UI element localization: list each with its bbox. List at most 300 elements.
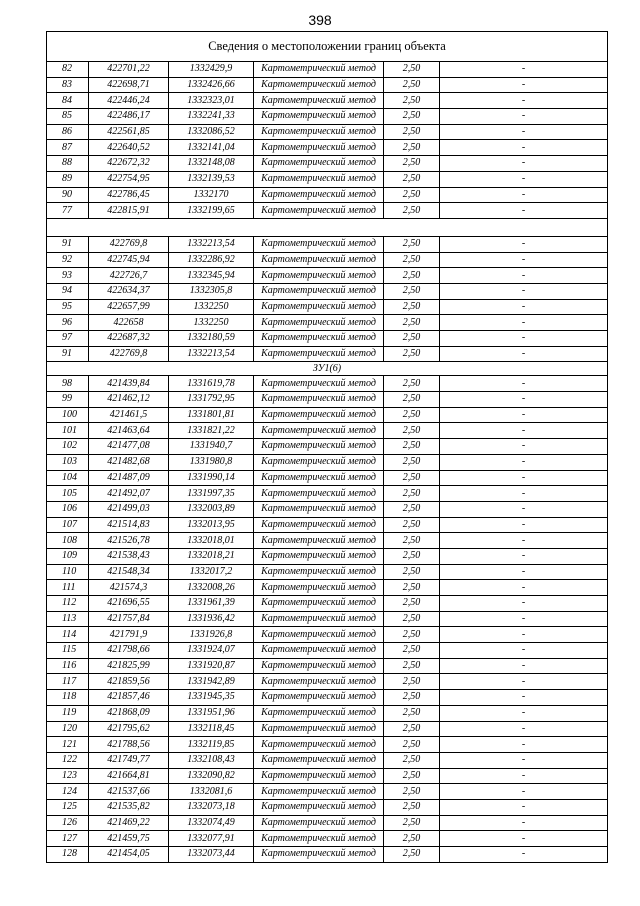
method-cell: Картометрический метод bbox=[254, 376, 384, 392]
x-coordinate-cell: 421487,09 bbox=[89, 470, 169, 486]
x-coordinate-cell: 422698,71 bbox=[89, 77, 169, 93]
x-coordinate-cell: 421463,64 bbox=[89, 423, 169, 439]
point-number-cell: 123 bbox=[47, 768, 89, 784]
y-coordinate-cell: 1332141,04 bbox=[169, 140, 254, 156]
spacer-cell bbox=[47, 218, 608, 236]
method-cell: Картометрический метод bbox=[254, 627, 384, 643]
accuracy-cell: 2,50 bbox=[384, 156, 440, 172]
description-cell: - bbox=[440, 721, 608, 737]
x-coordinate-cell: 422561,85 bbox=[89, 124, 169, 140]
x-coordinate-cell: 422745,94 bbox=[89, 252, 169, 268]
x-coordinate-cell: 421868,09 bbox=[89, 705, 169, 721]
y-coordinate-cell: 1331940,7 bbox=[169, 439, 254, 455]
table-row bbox=[47, 299, 608, 315]
y-coordinate-cell: 1331792,95 bbox=[169, 392, 254, 408]
point-number-cell: 96 bbox=[47, 315, 89, 331]
y-coordinate-cell: 1332323,01 bbox=[169, 93, 254, 109]
accuracy-cell: 2,50 bbox=[384, 252, 440, 268]
y-coordinate-cell: 1332250 bbox=[169, 299, 254, 315]
description-cell: - bbox=[440, 203, 608, 219]
accuracy-cell: 2,50 bbox=[384, 439, 440, 455]
point-number-cell: 99 bbox=[47, 392, 89, 408]
y-coordinate-cell: 1332081,6 bbox=[169, 784, 254, 800]
y-coordinate-cell: 1332213,54 bbox=[169, 236, 254, 252]
method-cell: Картометрический метод bbox=[254, 299, 384, 315]
method-cell: Картометрический метод bbox=[254, 517, 384, 533]
table-row bbox=[47, 93, 608, 109]
point-number-cell: 121 bbox=[47, 737, 89, 753]
table-row bbox=[47, 315, 608, 331]
table-row bbox=[47, 847, 608, 863]
description-cell: - bbox=[440, 171, 608, 187]
point-number-cell: 125 bbox=[47, 799, 89, 815]
table-row bbox=[47, 658, 608, 674]
x-coordinate-cell: 421482,68 bbox=[89, 454, 169, 470]
section-label: ЗУ1(6) bbox=[47, 362, 608, 376]
table-row bbox=[47, 501, 608, 517]
coordinates-table bbox=[46, 31, 608, 863]
description-cell: - bbox=[440, 346, 608, 362]
x-coordinate-cell: 421454,05 bbox=[89, 847, 169, 863]
y-coordinate-cell: 1332108,43 bbox=[169, 752, 254, 768]
method-cell: Картометрический метод bbox=[254, 62, 384, 78]
table-title-row bbox=[47, 32, 608, 62]
x-coordinate-cell: 422486,17 bbox=[89, 109, 169, 125]
y-coordinate-cell: 1332241,33 bbox=[169, 109, 254, 125]
method-cell: Картометрический метод bbox=[254, 315, 384, 331]
y-coordinate-cell: 1332018,21 bbox=[169, 548, 254, 564]
table-row bbox=[47, 346, 608, 362]
y-coordinate-cell: 1332429,9 bbox=[169, 62, 254, 78]
x-coordinate-cell: 422640,52 bbox=[89, 140, 169, 156]
y-coordinate-cell: 1331951,96 bbox=[169, 705, 254, 721]
point-number-cell: 102 bbox=[47, 439, 89, 455]
table-row bbox=[47, 124, 608, 140]
y-coordinate-cell: 1332013,95 bbox=[169, 517, 254, 533]
y-coordinate-cell: 1331924,07 bbox=[169, 643, 254, 659]
y-coordinate-cell: 1332305,8 bbox=[169, 283, 254, 299]
accuracy-cell: 2,50 bbox=[384, 752, 440, 768]
point-number-cell: 84 bbox=[47, 93, 89, 109]
description-cell: - bbox=[440, 517, 608, 533]
x-coordinate-cell: 421462,12 bbox=[89, 392, 169, 408]
table-row bbox=[47, 831, 608, 847]
spacer-row bbox=[47, 218, 608, 236]
table-row bbox=[47, 140, 608, 156]
description-cell: - bbox=[440, 737, 608, 753]
table-row bbox=[47, 580, 608, 596]
description-cell: - bbox=[440, 784, 608, 800]
y-coordinate-cell: 1332008,26 bbox=[169, 580, 254, 596]
description-cell: - bbox=[440, 77, 608, 93]
x-coordinate-cell: 422786,45 bbox=[89, 187, 169, 203]
accuracy-cell: 2,50 bbox=[384, 799, 440, 815]
point-number-cell: 90 bbox=[47, 187, 89, 203]
method-cell: Картометрический метод bbox=[254, 705, 384, 721]
x-coordinate-cell: 421459,75 bbox=[89, 831, 169, 847]
description-cell: - bbox=[440, 674, 608, 690]
x-coordinate-cell: 421795,62 bbox=[89, 721, 169, 737]
method-cell: Картометрический метод bbox=[254, 847, 384, 863]
accuracy-cell: 2,50 bbox=[384, 831, 440, 847]
description-cell: - bbox=[440, 283, 608, 299]
x-coordinate-cell: 422726,7 bbox=[89, 268, 169, 284]
description-cell: - bbox=[440, 62, 608, 78]
y-coordinate-cell: 1332073,44 bbox=[169, 847, 254, 863]
table-row bbox=[47, 611, 608, 627]
point-number-cell: 98 bbox=[47, 376, 89, 392]
method-cell: Картометрический метод bbox=[254, 831, 384, 847]
accuracy-cell: 2,50 bbox=[384, 611, 440, 627]
y-coordinate-cell: 1332139,53 bbox=[169, 171, 254, 187]
method-cell: Картометрический метод bbox=[254, 799, 384, 815]
table-row bbox=[47, 171, 608, 187]
method-cell: Картометрический метод bbox=[254, 721, 384, 737]
method-cell: Картометрический метод bbox=[254, 643, 384, 659]
description-cell: - bbox=[440, 392, 608, 408]
y-coordinate-cell: 1331936,42 bbox=[169, 611, 254, 627]
y-coordinate-cell: 1332213,54 bbox=[169, 346, 254, 362]
point-number-cell: 112 bbox=[47, 596, 89, 612]
point-number-cell: 93 bbox=[47, 268, 89, 284]
y-coordinate-cell: 1331801,81 bbox=[169, 407, 254, 423]
table-row bbox=[47, 454, 608, 470]
description-cell: - bbox=[440, 187, 608, 203]
y-coordinate-cell: 1331997,35 bbox=[169, 486, 254, 502]
description-cell: - bbox=[440, 109, 608, 125]
accuracy-cell: 2,50 bbox=[384, 93, 440, 109]
description-cell: - bbox=[440, 140, 608, 156]
description-cell: - bbox=[440, 93, 608, 109]
method-cell: Картометрический метод bbox=[254, 124, 384, 140]
table-row bbox=[47, 252, 608, 268]
x-coordinate-cell: 421535,82 bbox=[89, 799, 169, 815]
point-number-cell: 103 bbox=[47, 454, 89, 470]
y-coordinate-cell: 1331926,8 bbox=[169, 627, 254, 643]
accuracy-cell: 2,50 bbox=[384, 564, 440, 580]
method-cell: Картометрический метод bbox=[254, 283, 384, 299]
accuracy-cell: 2,50 bbox=[384, 580, 440, 596]
x-coordinate-cell: 421574,3 bbox=[89, 580, 169, 596]
x-coordinate-cell: 421664,81 bbox=[89, 768, 169, 784]
table-row bbox=[47, 799, 608, 815]
description-cell: - bbox=[440, 470, 608, 486]
description-cell: - bbox=[440, 752, 608, 768]
table-row bbox=[47, 109, 608, 125]
point-number-cell: 117 bbox=[47, 674, 89, 690]
table-row bbox=[47, 752, 608, 768]
point-number-cell: 88 bbox=[47, 156, 89, 172]
accuracy-cell: 2,50 bbox=[384, 768, 440, 784]
y-coordinate-cell: 1331945,35 bbox=[169, 690, 254, 706]
y-coordinate-cell: 1332250 bbox=[169, 315, 254, 331]
method-cell: Картометрический метод bbox=[254, 407, 384, 423]
y-coordinate-cell: 1332119,85 bbox=[169, 737, 254, 753]
description-cell: - bbox=[440, 299, 608, 315]
accuracy-cell: 2,50 bbox=[384, 236, 440, 252]
x-coordinate-cell: 421548,34 bbox=[89, 564, 169, 580]
accuracy-cell: 2,50 bbox=[384, 674, 440, 690]
point-number-cell: 87 bbox=[47, 140, 89, 156]
accuracy-cell: 2,50 bbox=[384, 548, 440, 564]
accuracy-cell: 2,50 bbox=[384, 784, 440, 800]
point-number-cell: 124 bbox=[47, 784, 89, 800]
description-cell: - bbox=[440, 643, 608, 659]
y-coordinate-cell: 1331619,78 bbox=[169, 376, 254, 392]
accuracy-cell: 2,50 bbox=[384, 376, 440, 392]
table-row bbox=[47, 77, 608, 93]
x-coordinate-cell: 422769,8 bbox=[89, 236, 169, 252]
point-number-cell: 86 bbox=[47, 124, 89, 140]
x-coordinate-cell: 421538,43 bbox=[89, 548, 169, 564]
x-coordinate-cell: 422672,32 bbox=[89, 156, 169, 172]
accuracy-cell: 2,50 bbox=[384, 454, 440, 470]
accuracy-cell: 2,50 bbox=[384, 705, 440, 721]
description-cell: - bbox=[440, 847, 608, 863]
y-coordinate-cell: 1332003,89 bbox=[169, 501, 254, 517]
accuracy-cell: 2,50 bbox=[384, 643, 440, 659]
point-number-cell: 85 bbox=[47, 109, 89, 125]
x-coordinate-cell: 422769,8 bbox=[89, 346, 169, 362]
x-coordinate-cell: 421791,9 bbox=[89, 627, 169, 643]
description-cell: - bbox=[440, 156, 608, 172]
y-coordinate-cell: 1331980,8 bbox=[169, 454, 254, 470]
y-coordinate-cell: 1332345,94 bbox=[169, 268, 254, 284]
point-number-cell: 91 bbox=[47, 236, 89, 252]
description-cell: - bbox=[440, 580, 608, 596]
point-number-cell: 95 bbox=[47, 299, 89, 315]
description-cell: - bbox=[440, 501, 608, 517]
table-row bbox=[47, 268, 608, 284]
point-number-cell: 114 bbox=[47, 627, 89, 643]
point-number-cell: 94 bbox=[47, 283, 89, 299]
y-coordinate-cell: 1332118,45 bbox=[169, 721, 254, 737]
accuracy-cell: 2,50 bbox=[384, 268, 440, 284]
point-number-cell: 110 bbox=[47, 564, 89, 580]
accuracy-cell: 2,50 bbox=[384, 331, 440, 347]
description-cell: - bbox=[440, 331, 608, 347]
description-cell: - bbox=[440, 315, 608, 331]
description-cell: - bbox=[440, 596, 608, 612]
accuracy-cell: 2,50 bbox=[384, 470, 440, 486]
accuracy-cell: 2,50 bbox=[384, 315, 440, 331]
method-cell: Картометрический метод bbox=[254, 470, 384, 486]
x-coordinate-cell: 421537,66 bbox=[89, 784, 169, 800]
description-cell: - bbox=[440, 548, 608, 564]
y-coordinate-cell: 1331821,22 bbox=[169, 423, 254, 439]
description-cell: - bbox=[440, 533, 608, 549]
table-row bbox=[47, 548, 608, 564]
point-number-cell: 106 bbox=[47, 501, 89, 517]
y-coordinate-cell: 1332018,01 bbox=[169, 533, 254, 549]
point-number-cell: 104 bbox=[47, 470, 89, 486]
accuracy-cell: 2,50 bbox=[384, 77, 440, 93]
method-cell: Картометрический метод bbox=[254, 187, 384, 203]
method-cell: Картометрический метод bbox=[254, 423, 384, 439]
method-cell: Картометрический метод bbox=[254, 658, 384, 674]
method-cell: Картометрический метод bbox=[254, 454, 384, 470]
accuracy-cell: 2,50 bbox=[384, 140, 440, 156]
y-coordinate-cell: 1331942,89 bbox=[169, 674, 254, 690]
x-coordinate-cell: 421757,84 bbox=[89, 611, 169, 627]
x-coordinate-cell: 422687,32 bbox=[89, 331, 169, 347]
point-number-cell: 128 bbox=[47, 847, 89, 863]
method-cell: Картометрический метод bbox=[254, 564, 384, 580]
description-cell: - bbox=[440, 236, 608, 252]
table-row bbox=[47, 486, 608, 502]
y-coordinate-cell: 1332017,2 bbox=[169, 564, 254, 580]
table-row bbox=[47, 627, 608, 643]
table-title: Сведения о местоположении границ объекта bbox=[47, 32, 608, 62]
x-coordinate-cell: 421526,78 bbox=[89, 533, 169, 549]
table-row bbox=[47, 784, 608, 800]
accuracy-cell: 2,50 bbox=[384, 627, 440, 643]
method-cell: Картометрический метод bbox=[254, 486, 384, 502]
x-coordinate-cell: 422657,99 bbox=[89, 299, 169, 315]
y-coordinate-cell: 1332426,66 bbox=[169, 77, 254, 93]
accuracy-cell: 2,50 bbox=[384, 299, 440, 315]
accuracy-cell: 2,50 bbox=[384, 815, 440, 831]
description-cell: - bbox=[440, 831, 608, 847]
page-number: 398 bbox=[308, 12, 332, 28]
method-cell: Картометрический метод bbox=[254, 611, 384, 627]
accuracy-cell: 2,50 bbox=[384, 203, 440, 219]
method-cell: Картометрический метод bbox=[254, 784, 384, 800]
table-row bbox=[47, 596, 608, 612]
method-cell: Картометрический метод bbox=[254, 596, 384, 612]
x-coordinate-cell: 422701,22 bbox=[89, 62, 169, 78]
point-number-cell: 108 bbox=[47, 533, 89, 549]
table-row bbox=[47, 407, 608, 423]
table-row bbox=[47, 517, 608, 533]
method-cell: Картометрический метод bbox=[254, 331, 384, 347]
point-number-cell: 77 bbox=[47, 203, 89, 219]
table-row bbox=[47, 62, 608, 78]
x-coordinate-cell: 422754,95 bbox=[89, 171, 169, 187]
x-coordinate-cell: 421499,03 bbox=[89, 501, 169, 517]
table-row bbox=[47, 564, 608, 580]
table-row bbox=[47, 283, 608, 299]
y-coordinate-cell: 1331961,39 bbox=[169, 596, 254, 612]
x-coordinate-cell: 421825,99 bbox=[89, 658, 169, 674]
accuracy-cell: 2,50 bbox=[384, 423, 440, 439]
point-number-cell: 109 bbox=[47, 548, 89, 564]
method-cell: Картометрический метод bbox=[254, 252, 384, 268]
y-coordinate-cell: 1332077,91 bbox=[169, 831, 254, 847]
accuracy-cell: 2,50 bbox=[384, 486, 440, 502]
x-coordinate-cell: 422658 bbox=[89, 315, 169, 331]
description-cell: - bbox=[440, 564, 608, 580]
description-cell: - bbox=[440, 705, 608, 721]
method-cell: Картометрический метод bbox=[254, 171, 384, 187]
y-coordinate-cell: 1332180,59 bbox=[169, 331, 254, 347]
point-number-cell: 100 bbox=[47, 407, 89, 423]
table-row bbox=[47, 705, 608, 721]
method-cell: Картометрический метод bbox=[254, 268, 384, 284]
point-number-cell: 126 bbox=[47, 815, 89, 831]
table-row bbox=[47, 203, 608, 219]
method-cell: Картометрический метод bbox=[254, 752, 384, 768]
method-cell: Картометрический метод bbox=[254, 392, 384, 408]
method-cell: Картометрический метод bbox=[254, 690, 384, 706]
accuracy-cell: 2,50 bbox=[384, 847, 440, 863]
table-row bbox=[47, 643, 608, 659]
y-coordinate-cell: 1332073,18 bbox=[169, 799, 254, 815]
table-row bbox=[47, 376, 608, 392]
y-coordinate-cell: 1331920,87 bbox=[169, 658, 254, 674]
x-coordinate-cell: 421798,66 bbox=[89, 643, 169, 659]
point-number-cell: 118 bbox=[47, 690, 89, 706]
accuracy-cell: 2,50 bbox=[384, 737, 440, 753]
description-cell: - bbox=[440, 454, 608, 470]
point-number-cell: 101 bbox=[47, 423, 89, 439]
method-cell: Картометрический метод bbox=[254, 580, 384, 596]
method-cell: Картометрический метод bbox=[254, 674, 384, 690]
point-number-cell: 122 bbox=[47, 752, 89, 768]
point-number-cell: 91 bbox=[47, 346, 89, 362]
point-number-cell: 107 bbox=[47, 517, 89, 533]
point-number-cell: 105 bbox=[47, 486, 89, 502]
point-number-cell: 89 bbox=[47, 171, 89, 187]
accuracy-cell: 2,50 bbox=[384, 62, 440, 78]
description-cell: - bbox=[440, 486, 608, 502]
description-cell: - bbox=[440, 252, 608, 268]
point-number-cell: 92 bbox=[47, 252, 89, 268]
method-cell: Картометрический метод bbox=[254, 501, 384, 517]
x-coordinate-cell: 422634,37 bbox=[89, 283, 169, 299]
accuracy-cell: 2,50 bbox=[384, 187, 440, 203]
table-row bbox=[47, 392, 608, 408]
table-row bbox=[47, 533, 608, 549]
description-cell: - bbox=[440, 768, 608, 784]
description-cell: - bbox=[440, 611, 608, 627]
table-row bbox=[47, 423, 608, 439]
accuracy-cell: 2,50 bbox=[384, 392, 440, 408]
point-number-cell: 119 bbox=[47, 705, 89, 721]
x-coordinate-cell: 421439,84 bbox=[89, 376, 169, 392]
y-coordinate-cell: 1332286,92 bbox=[169, 252, 254, 268]
method-cell: Картометрический метод bbox=[254, 346, 384, 362]
method-cell: Картометрический метод bbox=[254, 156, 384, 172]
table-row bbox=[47, 331, 608, 347]
accuracy-cell: 2,50 bbox=[384, 596, 440, 612]
point-number-cell: 120 bbox=[47, 721, 89, 737]
y-coordinate-cell: 1332148,08 bbox=[169, 156, 254, 172]
point-number-cell: 127 bbox=[47, 831, 89, 847]
point-number-cell: 83 bbox=[47, 77, 89, 93]
x-coordinate-cell: 421461,5 bbox=[89, 407, 169, 423]
description-cell: - bbox=[440, 815, 608, 831]
accuracy-cell: 2,50 bbox=[384, 690, 440, 706]
method-cell: Картометрический метод bbox=[254, 236, 384, 252]
description-cell: - bbox=[440, 658, 608, 674]
point-number-cell: 82 bbox=[47, 62, 89, 78]
x-coordinate-cell: 421857,46 bbox=[89, 690, 169, 706]
accuracy-cell: 2,50 bbox=[384, 171, 440, 187]
method-cell: Картометрический метод bbox=[254, 548, 384, 564]
x-coordinate-cell: 421514,83 bbox=[89, 517, 169, 533]
x-coordinate-cell: 421859,56 bbox=[89, 674, 169, 690]
table-row bbox=[47, 439, 608, 455]
table-row bbox=[47, 737, 608, 753]
accuracy-cell: 2,50 bbox=[384, 346, 440, 362]
table-row bbox=[47, 470, 608, 486]
method-cell: Картометрический метод bbox=[254, 93, 384, 109]
accuracy-cell: 2,50 bbox=[384, 658, 440, 674]
accuracy-cell: 2,50 bbox=[384, 721, 440, 737]
description-cell: - bbox=[440, 124, 608, 140]
description-cell: - bbox=[440, 439, 608, 455]
